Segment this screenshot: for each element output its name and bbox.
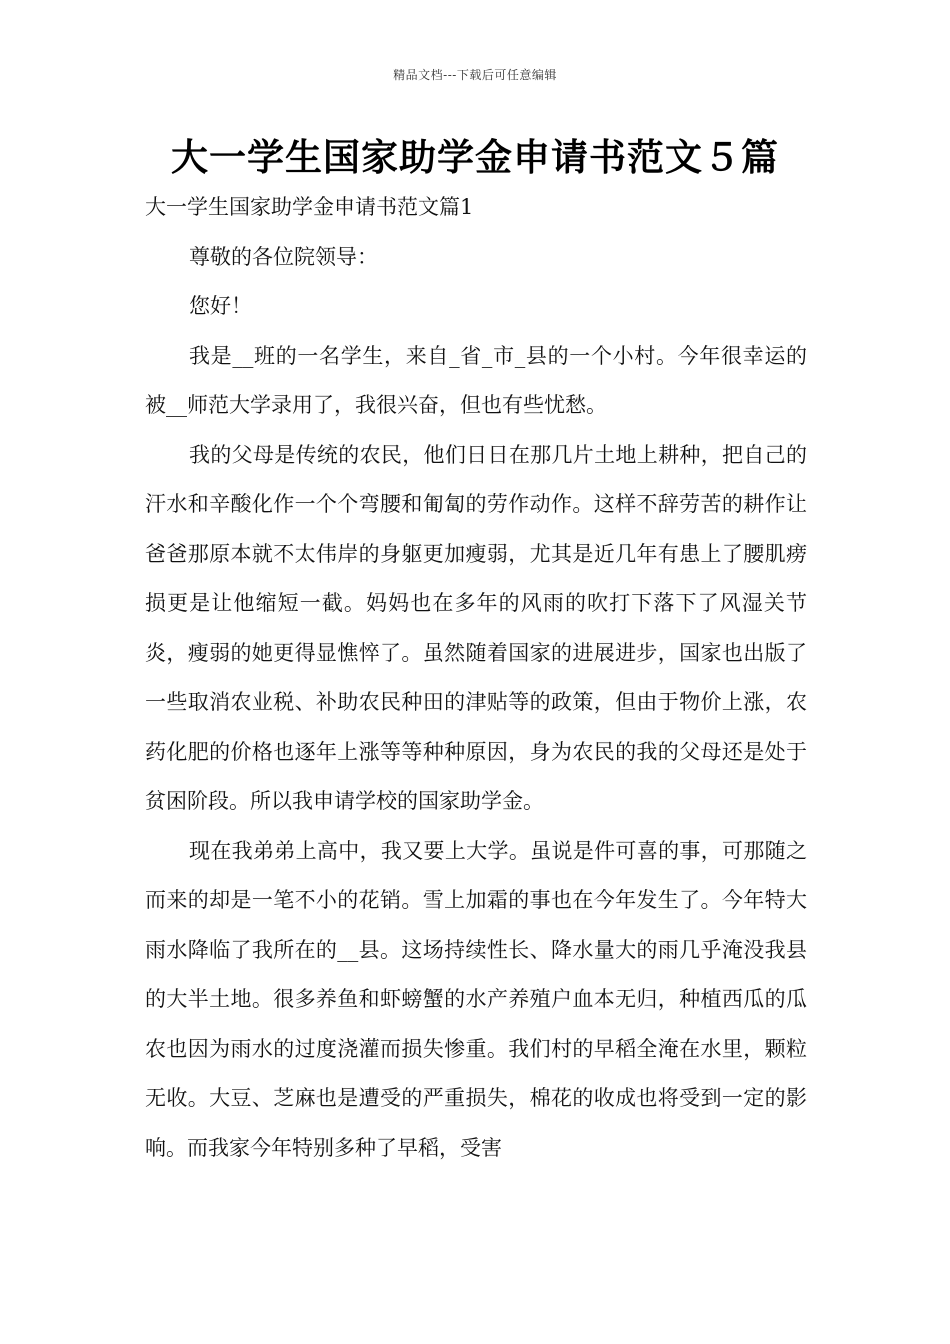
paragraph-hardship: 现在我弟弟上高中，我又要上大学。虽说是件可喜的事，可那随之而来的却是一笔不小的花销。雪上加霜的事也在今年发生了。今年特大雨水降临了我所在的__县。这场持续性长、降水量大的雨几乎淹没我县的大半土地。很多养鱼和虾螃蟹的水产养殖户血本无归，种植西瓜的瓜农也因为雨水的过度浇灌而损失惨重。我们村的早稻全淹在水里，颗粒无收。大豆、芝麻也是遭受的严重损失，棉花的收成也将受到一定的影响。而我家今年特别多种了早稻，受害 xyxy=(145,838,807,1160)
greeting: 您好！ xyxy=(189,294,252,318)
section-heading: 大一学生国家助学金申请书范文篇1 xyxy=(145,195,474,219)
paragraph-parents: 我的父母是传统的农民，他们日日在那几片土地上耕种，把自己的汗水和辛酸化作一个个弯腰和匍匐的劳作动作。这样不辞劳苦的耕作让爸爸那原本就不太伟岸的身躯更加瘦弱，尤其是近几年有患上了腰肌痨损更是让他缩短一截。妈妈也在多年的风雨的吹打下落下了风湿关节炎，瘦弱的她更得显憔悴了。虽然随着国家的进展进步，国家也出版了一些取消农业税、补助农民种田的津贴等的政策，但由于物价上涨，农药化肥的价格也逐年上涨等等种种原因，身为农民的我的父母还是处于贫困阶段。所以我申请学校的国家助学金。 xyxy=(145,442,807,813)
paragraph-intro: 我是__班的一名学生，来自_省_市_县的一个小村。今年很幸运的被__师范大学录用了，我很兴奋，但也有些忧愁。 xyxy=(145,343,807,417)
salutation: 尊敬的各位院领导： xyxy=(189,244,378,269)
document-title: 大一学生国家助学金申请书范文５篇 xyxy=(171,136,779,179)
document-body xyxy=(145,183,807,1173)
header-note: 精品文档---下载后可任意编辑 xyxy=(393,68,557,82)
